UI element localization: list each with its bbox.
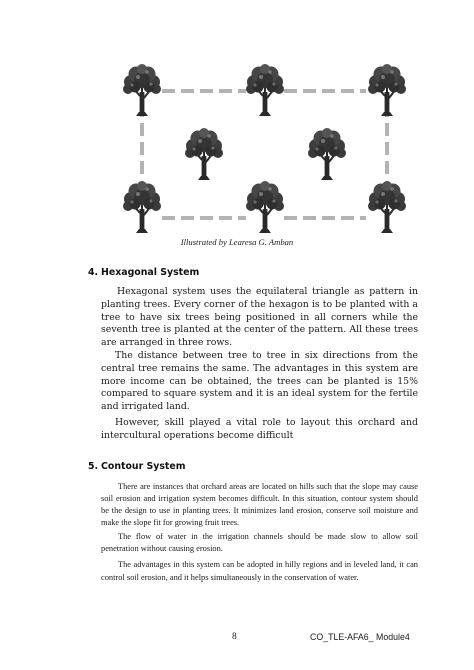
contour-paragraph-3: The advantages in this system can be adopted in hilly regions and in leveled land, it can control soil erosion, and it helps simultaneously in the conservation of water. (101, 560, 418, 583)
section-heading-contour (88, 461, 186, 472)
tree-top-middle (246, 64, 284, 116)
tree-corner-bottom-left (123, 181, 161, 233)
figure-caption: Illustrated by Learesa G. Amban (180, 237, 294, 247)
contour-paragraph-1: There are instances that orchard areas are located on hills such that the slope may cause soil erosion and irrigation system becomes difficult. In this situation, contour system should be the design to use in planting trees. It minimizes land erosion, conserve soil moisture and make the slope fit for growing fruit trees. (101, 482, 418, 527)
section-title: Contour System (101, 461, 186, 472)
tree-center-right (308, 128, 346, 180)
page-number: 8 (232, 632, 237, 642)
module-code: CO_TLE-AFA6_ Module4 (310, 632, 410, 642)
hexagonal-paragraph-1: Hexagonal system uses the equilateral triangle as pattern in planting trees. Every corner of the hexagon is to be planted with a tree to have six trees being positioned in all corners while the seventh tree is planted at the center of the pattern. All these trees are arranged in three rows. (101, 286, 418, 349)
tree-layout-illustration (110, 62, 410, 234)
contour-paragraph-2: The flow of water in the irrigation channels should be made slow to allow soil penetration without causing erosion. (101, 532, 418, 553)
tree-center-left (185, 128, 223, 180)
tree-corner-bottom-right (368, 181, 406, 233)
hexagonal-paragraph-3: However, skill played a vital role to layout this orchard and intercultural operations become difficult (101, 417, 418, 441)
tree-bottom-middle (246, 181, 284, 233)
section-heading-hexagonal (88, 267, 199, 278)
hexagonal-paragraph-2: The distance between tree to tree in six directions from the central tree remains the same. The advantages in this system are more income can be obtained, the trees can be planted is 15% compared to square system and it is an ideal system for the fertile and irrigated land. (101, 350, 418, 413)
section-number: 5. (88, 461, 99, 472)
tree-corner-top-left (123, 64, 161, 116)
section-title: Hexagonal System (101, 267, 200, 278)
tree-corner-top-right (368, 64, 406, 116)
section-number: 4. (88, 267, 99, 278)
